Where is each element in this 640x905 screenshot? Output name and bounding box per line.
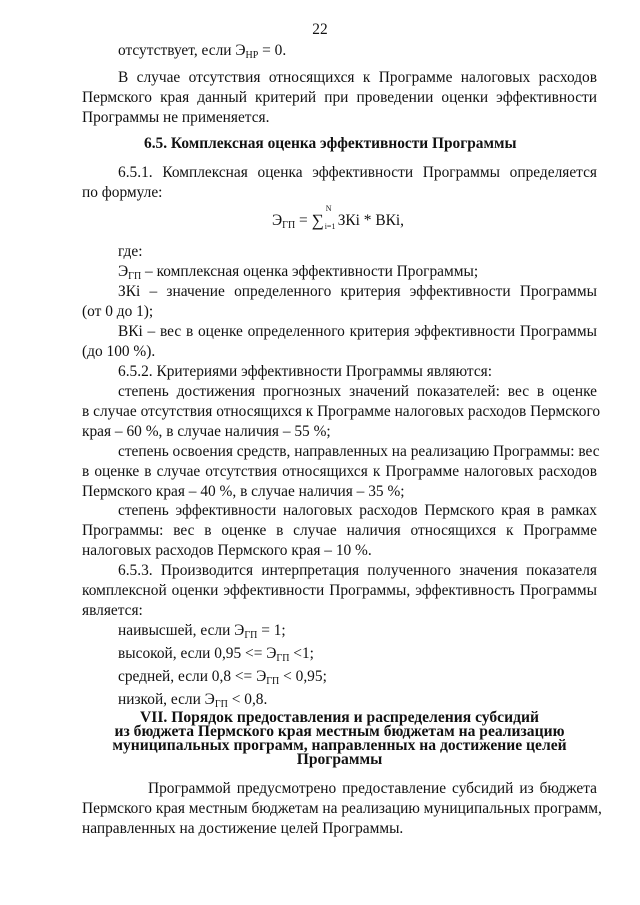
text-line: в оценке в случае отсутствия относящихся к Программе налоговых расходов: [82, 463, 597, 480]
sum-limits: [324, 204, 338, 231]
text-line: налоговых расходов Пермского края – 10 %.: [82, 542, 372, 559]
text-fragment: = 1;: [257, 622, 286, 639]
sum-upper-limit: N: [325, 204, 332, 213]
section-heading: 6.5. Комплексная оценка эффективности Программы: [144, 135, 517, 152]
subscript: ГП: [128, 271, 142, 282]
text-line: ВКi – вес в оценке определенного критерия эффективности Программы: [118, 323, 597, 340]
level-item: [118, 667, 327, 686]
formula: [272, 204, 405, 231]
subscript: ГП: [276, 653, 290, 664]
text-line: ЗКi – значение определенного критерия эффективности Программы: [118, 283, 597, 300]
text-fragment: отсутствует, если Э: [118, 42, 246, 59]
text-line: Программы: вес в оценке в случае наличия относящихся к Программе: [82, 522, 597, 539]
text-line: Программы не применяется.: [82, 109, 270, 126]
text-fragment: < 0,8.: [227, 691, 268, 708]
text-line: Пермского края данный критерий при проведении оценки эффективности: [82, 89, 597, 106]
text-fragment: < 0,95;: [279, 668, 327, 685]
text-line: 6.5.2. Критериями эффективности Программы являются:: [118, 363, 493, 380]
text-fragment: средней, если 0,8 <= Э: [118, 668, 267, 685]
text-fragment: высокой, если 0,95 <= Э: [118, 645, 277, 662]
page-number: 22: [312, 21, 328, 38]
text-line: где:: [118, 243, 143, 260]
text-line: 6.5.3. Производится интерпретация полученного значения показателя: [118, 562, 597, 579]
text-fragment: Э: [118, 263, 129, 280]
formula-equals: =: [295, 212, 312, 229]
section-heading-line: Программы: [296, 751, 383, 768]
text-line: Программой предусмотрено предоставление субсидий из бюджета: [148, 780, 597, 797]
section-heading-line: муниципальных программ, направленных на достижение целей: [112, 737, 567, 754]
text-line: степень достижения прогнозных значений показателей: вес в оценке: [118, 383, 597, 400]
text-line: является:: [82, 602, 143, 619]
sum-sign: ∑: [311, 211, 324, 230]
text-line: (до 100 %).: [82, 343, 156, 360]
text-line: по формуле:: [82, 184, 163, 201]
text-line: направленных на достижение целей Программы.: [82, 820, 404, 837]
subscript: ГП: [282, 220, 296, 231]
level-item: [118, 690, 267, 709]
text-line: [118, 41, 286, 60]
subscript: ГП: [214, 699, 228, 710]
sum-lower-limit: i=1: [324, 222, 336, 231]
formula-symbol: Э: [272, 212, 283, 229]
text-line: степень освоения средств, направленных на реализацию Программы: вес: [118, 443, 600, 460]
section-heading-line: из бюджета Пермского края местным бюджетам на реализацию: [114, 723, 565, 740]
section-heading-line: VII. Порядок предоставления и распределения субсидий: [140, 709, 539, 726]
text-fragment: <1;: [289, 645, 314, 662]
definition-line: [118, 262, 478, 281]
text-line: края – 60 %, в случае наличия – 55 %;: [82, 423, 331, 440]
level-item: [118, 644, 314, 663]
text-fragment: наивысшей, если Э: [118, 622, 245, 639]
text-fragment: – комплексная оценка эффективности Программы;: [141, 263, 479, 280]
text-line: В случае отсутствия относящихся к Программе налоговых расходов: [118, 69, 597, 86]
text-fragment: низкой, если Э: [118, 691, 215, 708]
text-line: степень эффективности налоговых расходов Пермского края в рамках: [118, 502, 597, 519]
text-line: комплексной оценки эффективности Программы, эффективность Программы: [82, 582, 597, 599]
level-item: [118, 621, 286, 640]
subscript: ГП: [244, 630, 258, 641]
subscript: ГП: [266, 676, 280, 687]
text-line: Пермского края – 40 %, в случае наличия – 35 %;: [82, 483, 405, 500]
text-line: (от 0 до 1);: [82, 303, 154, 320]
text-line: 6.5.1. Комплексная оценка эффективности Программы определяется: [118, 164, 597, 181]
subscript: НР: [245, 50, 259, 61]
formula-rhs: ЗКi * ВКi,: [337, 212, 405, 229]
text-line: Пермского края местным бюджетам на реализацию муниципальных программ,: [82, 800, 602, 817]
text-line: в случае отсутствия относящихся к Программе налоговых расходов Пермского: [82, 403, 601, 420]
text-fragment: = 0.: [258, 42, 287, 59]
